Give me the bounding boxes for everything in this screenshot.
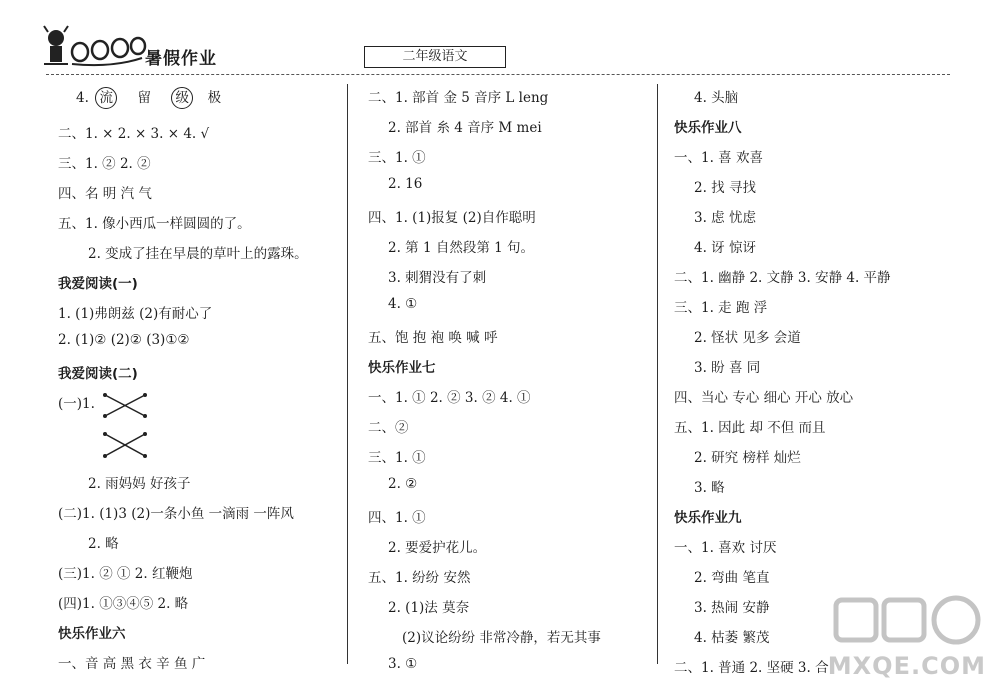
- answer-line: 2. 变成了挂在早晨的草叶上的露珠。: [88, 246, 308, 262]
- answer-line: 1. (1)弗朗兹 (2)有耐心了: [58, 306, 213, 322]
- answer-line: 二、1. 幽静 2. 文静 3. 安静 4. 平静: [674, 270, 891, 286]
- workbook-title: 暑假作业: [145, 49, 217, 69]
- answer-line: 2. 找 寻找: [694, 180, 756, 196]
- column-divider-2: [657, 84, 658, 664]
- answer-line: 三、1. ①: [368, 150, 426, 166]
- answer-line: 一、1. 喜欢 讨厌: [674, 540, 777, 556]
- matching-lines-diagram: [100, 392, 160, 462]
- section-heading: 快乐作业六: [58, 626, 126, 642]
- answer-line: 4. ①: [388, 296, 418, 312]
- answer-line: 2. 雨妈妈 好孩子: [88, 476, 191, 492]
- answer-line: 五、1. 纷纷 安然: [368, 570, 471, 586]
- column-divider-1: [347, 84, 348, 664]
- answer-line: 二、1. 部首 金 5 音序 L leng: [368, 90, 549, 106]
- answer-line: 五、饱 抱 袍 唤 喊 呼: [368, 330, 498, 346]
- answer-line: 一、1. ① 2. ② 3. ② 4. ①: [368, 390, 531, 406]
- answer-line: (三)1. ② ① 2. 红鞭炮: [58, 566, 193, 582]
- answer-line: 二、1. × 2. × 3. × 4. √: [58, 126, 210, 142]
- circled-char: 级: [171, 87, 193, 109]
- answer-line: 2. 怪状 见多 会道: [694, 330, 801, 346]
- answer-line: 3. 略: [694, 480, 725, 496]
- answer-line: 2. 16: [388, 176, 423, 192]
- answer-line: 4. 讶 惊讶: [694, 240, 756, 256]
- answer-line: 四、1. ①: [368, 510, 426, 526]
- answer-line: 3. ①: [388, 656, 418, 672]
- answer-line: 五、1. 像小西瓜一样圆圆的了。: [58, 216, 251, 232]
- answer-line: (二)1. (1)3 (2)一条小鱼 一滴雨 一阵风: [58, 506, 294, 522]
- watermark-site: MXQE.COM: [827, 652, 986, 680]
- answer-line: 2. (1)法 莫奈: [388, 600, 470, 616]
- answer-line: 四、当心 专心 细心 开心 放心: [674, 390, 854, 406]
- answer-line: 2. 部首 糸 4 音序 M mei: [388, 120, 542, 136]
- answer-line: 四、名 明 汽 气: [58, 186, 152, 202]
- answer-line: 五、1. 因此 却 不但 而且: [674, 420, 826, 436]
- answer-line: 一、1. 喜 欢喜: [674, 150, 763, 166]
- answer-line: 二、②: [368, 420, 409, 436]
- answer-line: 一、音 高 黑 衣 辛 鱼 广: [58, 656, 206, 672]
- answer-line: 四、1. (1)报复 (2)自作聪明: [368, 210, 536, 226]
- section-heading: 快乐作业七: [368, 360, 436, 376]
- answer-line: 3. 热闹 安静: [694, 600, 770, 616]
- grade-label: 二年级语文: [364, 46, 506, 68]
- answer-line: 三、1. 走 跑 浮: [674, 300, 768, 316]
- watermark-stamp: [832, 594, 990, 650]
- answer-line: 2. 弯曲 笔直: [694, 570, 770, 586]
- answer-line: 三、1. ①: [368, 450, 426, 466]
- answer-line: 4. 枯萎 繁茂: [694, 630, 770, 646]
- answer-line: 2. ②: [388, 476, 418, 492]
- answer-line: 2. 第 1 自然段第 1 句。: [388, 240, 535, 256]
- answer-line: 4. 流 留 级 极: [76, 86, 221, 109]
- section-heading: 我爱阅读(二): [58, 366, 138, 382]
- section-heading: 快乐作业九: [674, 510, 742, 526]
- answer-line: 2. 略: [88, 536, 119, 552]
- circled-char: 流: [95, 87, 117, 109]
- answer-line: 3. 虑 忧虑: [694, 210, 756, 226]
- answer-line: (2)议论纷纷 非常冷静，若无其事: [402, 630, 601, 646]
- page-header: [0, 0, 1000, 80]
- answer-line: 2. 要爱护花儿。: [388, 540, 487, 556]
- section-heading: 快乐作业八: [674, 120, 742, 136]
- answer-line: 4. 头脑: [694, 90, 739, 106]
- header-divider: [46, 74, 950, 75]
- answer-line: 3. 盼 喜 同: [694, 360, 761, 376]
- answer-line: 三、1. ② 2. ②: [58, 156, 151, 172]
- answer-line: 2. (1)② (2)② (3)①②: [58, 332, 190, 348]
- answer-line: 2. 研究 榜样 灿烂: [694, 450, 801, 466]
- answer-line: 二、1. 普通 2. 坚硬 3. 合: [674, 660, 829, 676]
- answer-line: 3. 刺猬没有了刺: [388, 270, 487, 286]
- answer-line: (一)1.: [58, 396, 95, 412]
- answer-line: (四)1. ①③④⑤ 2. 略: [58, 596, 189, 612]
- section-heading: 我爱阅读(一): [58, 276, 138, 292]
